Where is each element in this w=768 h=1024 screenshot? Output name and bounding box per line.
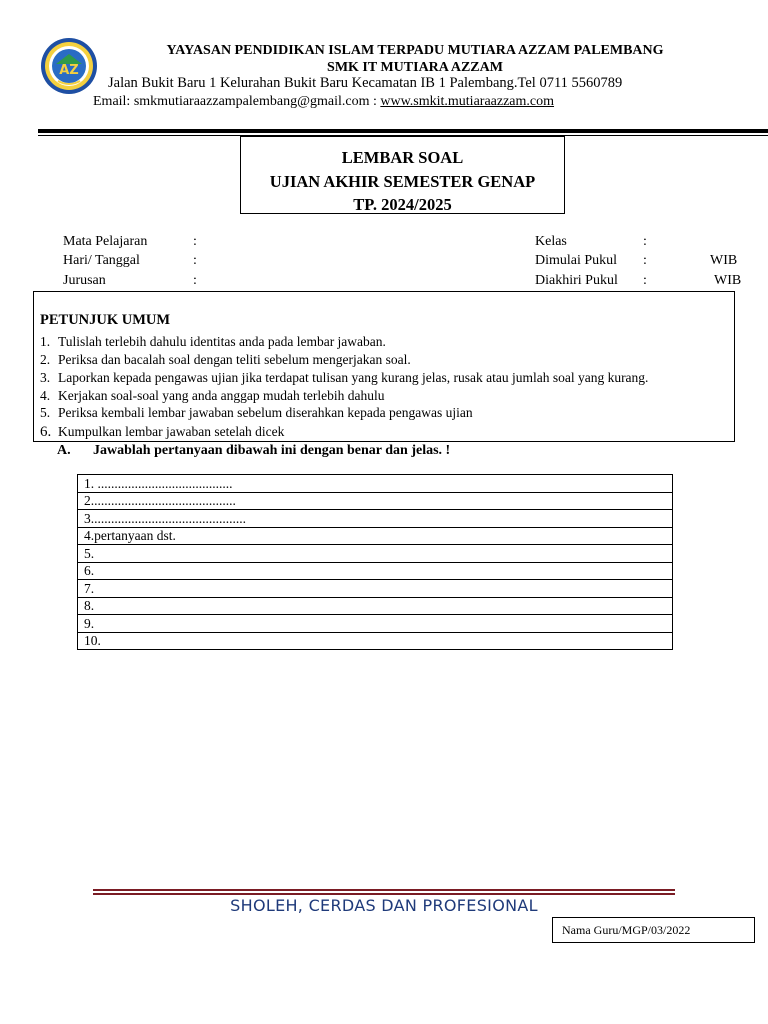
questions-table: [77, 474, 673, 650]
section-instruction: Jawablah pertanyaan dibawah ini dengan benar dan jelas. !: [93, 443, 451, 458]
table-row: [78, 597, 673, 615]
diakhiri-wib: WIB: [714, 273, 742, 288]
svg-text:AZ: AZ: [59, 63, 79, 78]
mapel-label: Mata Pelajaran: [63, 234, 148, 249]
exam-title-box: [240, 136, 565, 214]
title-line-2: UJIAN AKHIR SEMESTER GENAP: [269, 171, 536, 191]
kelas-colon: :: [643, 234, 647, 249]
section-letter: A.: [57, 443, 71, 458]
question-cell: 3..............................................: [78, 510, 673, 528]
instruction-item: 6. Kumpulkan lembar jawaban setelah dicek: [40, 424, 285, 440]
table-row: [78, 475, 673, 493]
hari-colon: :: [193, 253, 197, 268]
instructions-title: PETUNJUK UMUM: [40, 312, 171, 328]
jurusan-colon: :: [193, 273, 197, 288]
table-row: [78, 510, 673, 528]
footer-rule-top: [93, 889, 675, 891]
question-cell: 5.: [78, 545, 673, 563]
instruction-item: 4. Kerjakan soal-soal yang anda anggap mudah terlebih dahulu: [40, 388, 385, 403]
jurusan-label: Jurusan: [63, 273, 106, 288]
website-link[interactable]: www.smkit.mutiaraazzam.com: [380, 94, 555, 109]
table-row: [78, 562, 673, 580]
instruction-item: 2. Periksa dan bacalah soal dengan teliti sebelum mengerjakan soal.: [40, 352, 411, 367]
school-motto: SHOLEH, CERDAS DAN PROFESIONAL: [230, 896, 538, 915]
contact-line: [93, 93, 554, 110]
table-row: [78, 545, 673, 563]
question-cell: 8.: [78, 597, 673, 615]
question-cell: 6.: [78, 562, 673, 580]
dimulai-wib: WIB: [710, 253, 738, 268]
section-a-heading: [57, 443, 450, 459]
question-cell: 10.: [78, 632, 673, 650]
table-row: [78, 632, 673, 650]
title-line-3: TP. 2024/2025: [353, 195, 452, 214]
footer-rule-bottom: [93, 893, 675, 895]
instruction-item: 5. Periksa kembali lembar jawaban sebelum diserahkan kepada pengawas ujian: [40, 405, 473, 420]
mapel-colon: :: [193, 234, 197, 249]
dimulai-colon: :: [643, 253, 647, 268]
document-code-box: Nama Guru/MGP/03/2022: [552, 917, 755, 943]
general-instructions-box: [33, 291, 735, 442]
school-address: Jalan Bukit Baru 1 Kelurahan Bukit Baru Kecamatan IB 1 Palembang.Tel 0711 5560789: [108, 75, 623, 91]
diakhiri-label: Diakhiri Pukul: [535, 273, 618, 288]
hari-label: Hari/ Tanggal: [63, 253, 140, 268]
table-row: [78, 527, 673, 545]
instruction-item: 1. Tulislah terlebih dahulu identitas anda pada lembar jawaban.: [40, 334, 386, 349]
email-text: Email: smkmutiaraazzampalembang@gmail.com :: [93, 94, 381, 109]
table-row: [78, 580, 673, 598]
instruction-item: 3. Laporkan kepada pengawas ujian jika terdapat tulisan yang kurang jelas, rusak atau jumlah soal yang kurang.: [40, 370, 649, 385]
table-row: [78, 615, 673, 633]
school-name: SMK IT MUTIARA AZZAM: [327, 60, 503, 75]
header-rule-thick: [38, 129, 768, 133]
dimulai-label: Dimulai Pukul: [535, 253, 618, 268]
question-cell: 1. ........................................: [78, 475, 673, 493]
table-row: [78, 492, 673, 510]
question-cell: 7.: [78, 580, 673, 598]
question-cell: 2...........................................: [78, 492, 673, 510]
foundation-name: YAYASAN PENDIDIKAN ISLAM TERPADU MUTIARA AZZAM PALEMBANG: [166, 43, 664, 58]
kelas-label: Kelas: [535, 234, 567, 249]
question-cell: 4.pertanyaan dst.: [78, 527, 673, 545]
question-cell: 9.: [78, 615, 673, 633]
diakhiri-colon: :: [643, 273, 647, 288]
title-line-1: LEMBAR SOAL: [341, 148, 464, 167]
